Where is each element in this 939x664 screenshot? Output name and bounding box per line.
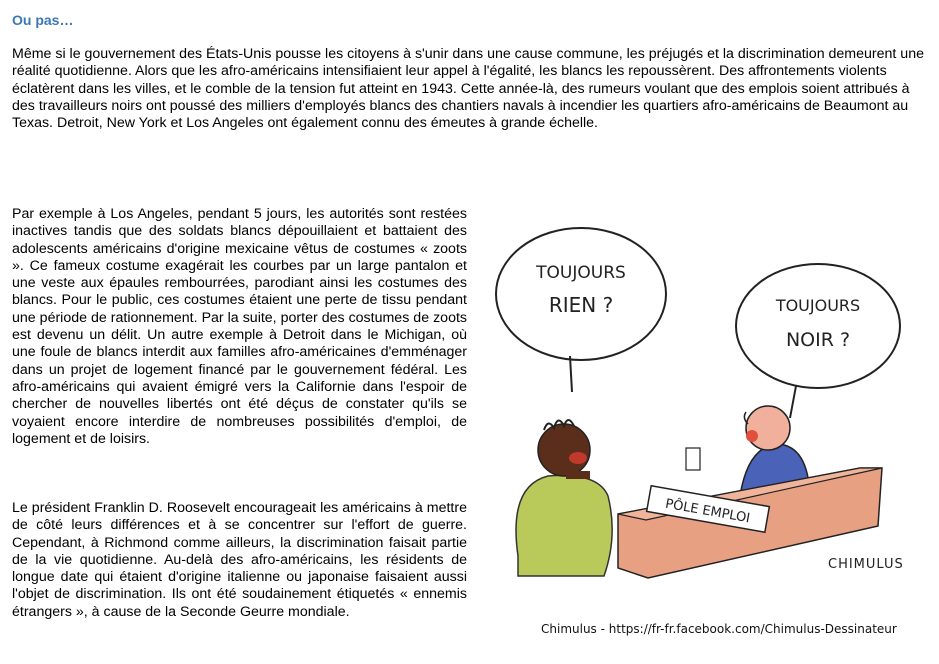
intro-paragraph: Même si le gouvernement des États-Unis pousse les citoyens à s'unir dans une cause commune, les préjugés et la discrimination demeurent une réalité quotidienne. Alors que les afro-américains intensifiaient leur appel à l'égalité, les blancs les repoussèrent. Des affrontements violents éclatèrent dans les villes, et le comble de la tension fut atteint en 1943. Cette année-là, des rumeurs voulant que des emplois soient attribués à des travailleurs noirs ont poussé des milliers d'employés blancs des chantiers navals à incendier les quartiers afro-américains de Beaumont au Texas. Detroit, New York et Los Angeles ont également connu des émeutes à grande échelle. <box>12 46 924 132</box>
bubble-right-text-2: NOIR ? <box>785 329 851 351</box>
body-paragraph-1: Par exemple à Los Angeles, pendant 5 jours, les autorités sont restées inactives tandis que des soldats blancs dépouillaient et battaient des adolescents américains d'origine mexicaine vêtus de costumes « zoots ». Ce fameux costume exagérait les courbes par un large pantalon et une veste aux épaules rembourrées, parodiant ainsi les costumes des blancs. Pour le public, ces costumes étaient une perte de tissu pendant une période de rationnement. Par la suite, porter des costumes de zoots est devenu un délit. Un autre exemple à Detroit dans le Michigan, où une foule de blancs interdit aux familles afro-américaines d'emménager dans un projet de logement financé par le gouvernement fédéral. Les afro-américains qui avaient émigré vers la Californie dans l'espoir de chercher de nouvelles libertés ont été déçus de constater qu'ils se voyaient encore interdire de nombreuses possibilités d'emploi, de logement et de loisirs. <box>12 206 467 447</box>
cartoon-illustration <box>478 196 933 608</box>
image-caption: Chimulus - https://fr-fr.facebook.com/Chimulus-Dessinateur <box>541 622 897 636</box>
desk-sign-text: PÔLE EMPLOI <box>664 496 752 527</box>
body-paragraph-2: Le président Franklin D. Roosevelt encourageait les américains à mettre de côté leurs différences et à se concentrer sur l'effort de guerre. Cependant, à Richmond comme ailleurs, la discrimination faisait partie de la vie quotidienne. Au-delà des afro-américains, les résidents de longue date qui étaient d'origine italienne ou japonaise faisaient aussi l'objet de discrimination. Ils ont été soudainement étiquetés « ennemis étrangers », à cause de la Seconde Geurre mondiale. <box>12 500 467 620</box>
bubble-left-text-1: TOUJOURS <box>536 263 626 283</box>
bubble-left-text-2: RIEN ? <box>548 293 614 317</box>
bubble-right-text-1: TOUJOURS <box>775 296 861 315</box>
section-heading: Ou pas… <box>12 12 74 28</box>
cartoon-signature: CHIMULUS <box>828 557 904 572</box>
